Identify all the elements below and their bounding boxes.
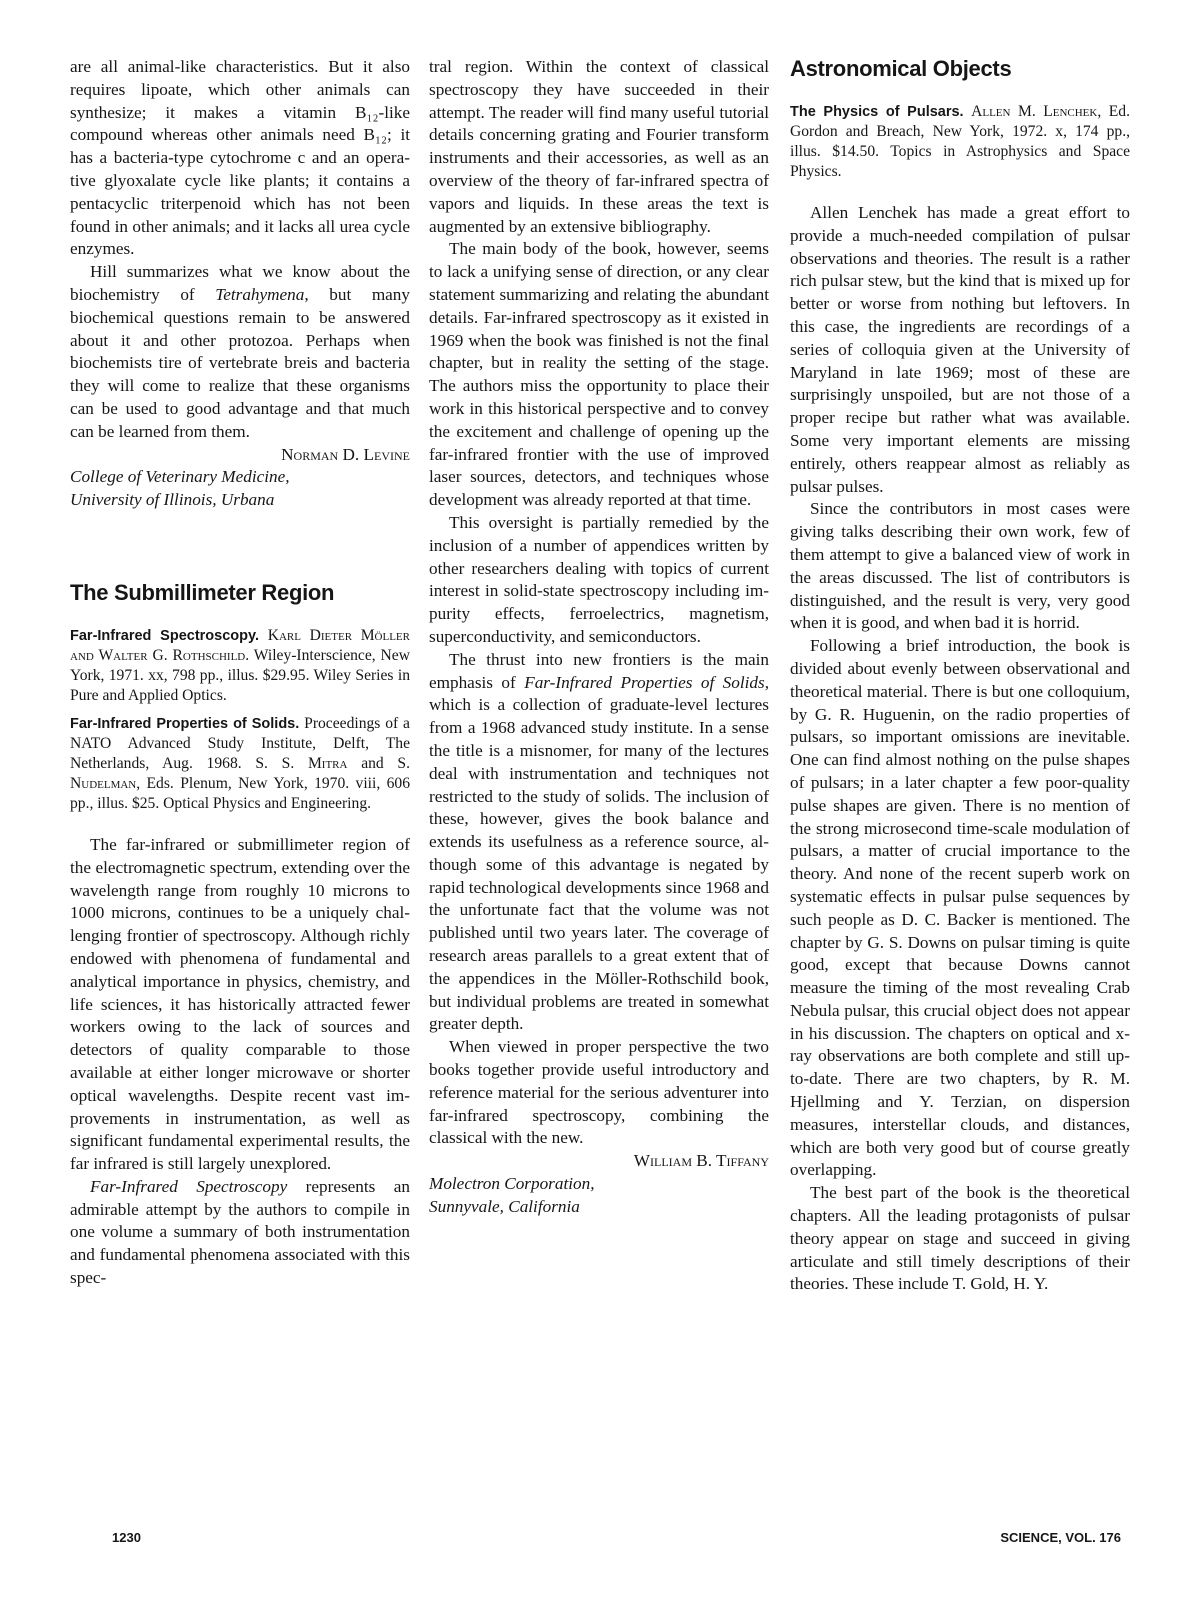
- paragraph: When viewed in proper perspective the two books together provide useful introductory and reference material for the serious adventurer into far-infrared spectroscopy, combining the classical with the new.: [429, 1037, 769, 1148]
- paragraph: Far-Infrared Spectroscopy represents an admirable attempt by the authors to compile in one volume a summary of both instrumentation and fundamental phenomena associated with this spec-: [70, 1176, 410, 1288]
- journal-footer: SCIENCE, VOL. 176: [1000, 1530, 1121, 1545]
- column-middle: [429, 56, 769, 1219]
- book-citation: Far-Infrared Spectroscopy. Karl Dieter Möller and Walter G. Rothschild. Wiley-Interscience, New York, 1971. xx, 798 pp., illus. $29.95. Wiley Series in Pure and Applied Optics.: [70, 626, 410, 704]
- paragraph: This oversight is partially remedied by the inclusion of a number of appendices written by other researchers dealing with topics of current interest in solid-state spectroscopy including impurity effects, ferroelectrics, magnetism, superconductivity, and semiconductors.: [429, 512, 769, 646]
- paragraph: The main body of the book, however, seems to lack a unifying sense of direction, or any clear statement summarizing and relating the abundant details. Far-infrared spectroscopy as it existed in 1969 when the book was finished is not the final chapter, but in reality the setting of the stage. The authors miss the opportunity to place their work in this historical perspective and to convey the excitement and challenge of opening up the far-infrared frontier with the use of improved laser sources, detectors, and techniques whose development was already reported at that time.: [429, 239, 769, 510]
- reviewer-affiliation: College of Veterinary Medicine,: [70, 467, 290, 487]
- paragraph: tral region. Within the context of classical spectroscopy they have succeeded in their attempt. The reader will find many useful tutorial details concerning grating and Fourier transform instruments and their accessories, as well as an overview of the theory of far-infrared spectra of vapors and liquids. In these areas the text is augmented by an extensive bibliography.: [429, 57, 769, 236]
- paragraph: are all animal-like characteristics. But it also requires lipoate, which other animals can synthesize; it makes a vitamin B₁₂-like compound whereas other animals need B₁₂; it has a bacteria-type cytochrome c and an operative glyoxalate cycle like plants; it contains a pentacyclic triterpenoid which has not been found in other animals; and it lacks all urea cycle enzymes.: [70, 57, 410, 259]
- paragraph: Following a brief introduction, the book is divided about evenly between observational and theoretical material. There is but one colloquium, by G. R. Huguenin, on the radio properties of pulsars, so important omissions are inevitable. One can find almost nothing on the pulse shapes of pulsars; in a later chapter a few poor-quality pulse shapes are given. There is no mention of the strong microsecond time-scale modulation of pulsars, a matter of crucial importance to the theory. And none of the recent superb work on systematic effects in pulsar pulse sequences by such people as D. C. Backer is mentioned. The chapter by G. S. Downs on pulsar timing is quite good, except that because Downs cannot measure the timing of the most revealing Crab Nebula pulsar, this crucial object does not appear in his discussion. The chapters on optical and x-ray observations are both complete and still up-to-date. There are two chapters, by R. M. Hjellming and Y. Terzian, on dispersion measures, interstellar clouds, and distances, which are both very good but of course greatly overlapping.: [790, 636, 1130, 1180]
- paragraph: Hill summarizes what we know about the biochemistry of Tetrahymena, but many biochemical questions remain to be answered about it and other protozoa. Perhaps when biochemists tire of vertebrate breis and bacteria they will come to realize that these organisms can be used to good advantage and that much can be learned from them.: [70, 262, 410, 441]
- book-citation: Far-Infrared Properties of Solids. Proceedings of a NATO Advanced Study Institute, Delft, The Netherlands, Aug. 1968. S. S. Mitra and S. Nudelman, Eds. Plenum, New York, 1970. viii, 606 pp., illus. $25. Optical Physics and Engineering.: [70, 714, 410, 812]
- reviewer-affiliation: University of Illinois, Urbana: [70, 490, 275, 510]
- paragraph: The thrust into new frontiers is the main emphasis of Far-Infrared Properties of Solids, which is a collection of graduate-level lectures from a 1968 advanced study institute. In a sense the title is a misnomer, for many of the lectures deal with instrumentation and techniques not restricted to the study of solids. The inclusion of these, however, gives the book balance and extends its usefulness as a reference source, although some of this advantage is negated by rapid technological developments since 1968 and the unfortunate fact that the volume was not published until two years later. The coverage of research areas parallels to a great extent that of the appendices in the Möller-Rothschild book, but individual problems are treated in somewhat greater depth.: [429, 649, 769, 1034]
- paragraph: Allen Lenchek has made a great effort to provide a much-needed compilation of pulsar observations and theories. The result is a rather rich pulsar stew, but the kind that is mixed up for better or worse from nothing but leftovers. In this case, the ingredients are recordings of a series of colloquia given at the University of Maryland in late 1969; most of these are surprisingly unspoiled, but are not those of a proper recipe but rather what was available. Some very important elements are missing entirely, others reappear almost as reliably as pulsar pulses.: [790, 203, 1130, 496]
- section-heading: Astronomical Objects: [790, 56, 1012, 81]
- book-citation: The Physics of Pulsars. Allen M. Lenchek, Ed. Gordon and Breach, New York, 1972. x, 174 pp., illus. $14.50. Topics in Astrophysics and Space Physics.: [790, 103, 1130, 180]
- page-number: 1230: [112, 1530, 141, 1545]
- column-right: [790, 56, 1130, 1296]
- column-left: [70, 56, 410, 1290]
- reviewer-affiliation: Sunnyvale, California: [429, 1196, 580, 1216]
- paragraph: The far-infrared or submillimeter region of the electromagnetic spectrum, extending over the wavelength range from roughly 10 microns to 1000 microns, continues to be a uniquely challenging frontier of spectroscopy. Although richly endowed with phenomena of fundamental and analytical importance in physics, chemistry, and life sciences, it has historically attracted fewer workers owing to the lack of sources and detectors of quality comparable to those available at either longer microwave or shorter optical wavelengths. Despite recent vast improvements in instrumentation, as well as significant fundamental experimental results, the far infrared is still largely unexplored.: [70, 834, 410, 1174]
- reviewer-signature: Norman D. Levine: [281, 444, 410, 464]
- paragraph: The best part of the book is the theoretical chapters. All the leading protagonists of pulsar theory appear on stage and succeed in giving articulate and still timely descriptions of their theories. These include T. Gold, H. Y.: [790, 1183, 1130, 1294]
- reviewer-signature: William B. Tiffany: [633, 1151, 769, 1171]
- section-heading: The Submillimeter Region: [70, 579, 335, 605]
- reviewer-affiliation: Molectron Corporation,: [429, 1174, 595, 1194]
- paragraph: Since the contributors in most cases were giving talks describing their own work, few of them attempt to give a balanced view of work in the areas discussed. The list of contributors is distinguished, and the result is very, very good when it is good, and when bad it is horrid.: [790, 499, 1130, 633]
